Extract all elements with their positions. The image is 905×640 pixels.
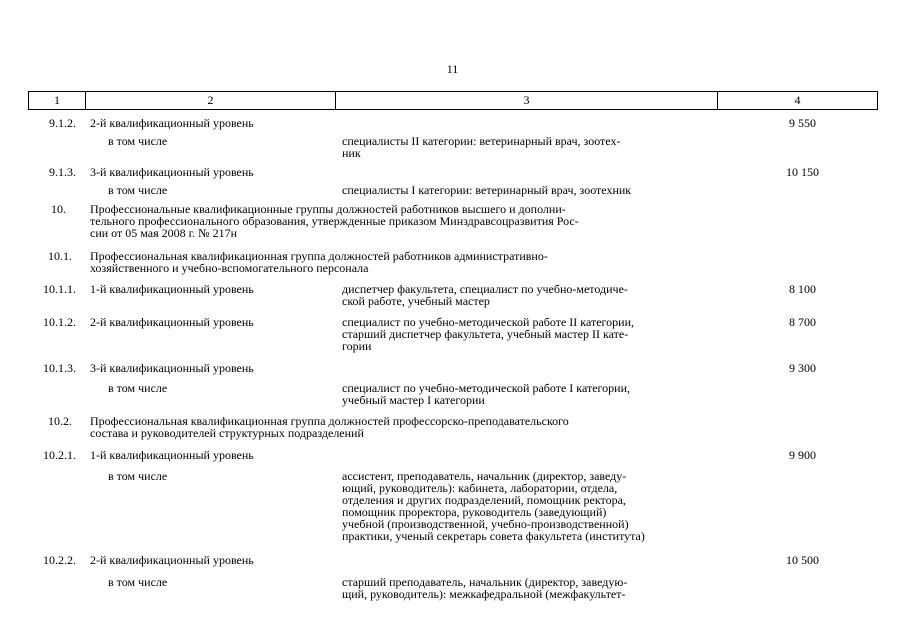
row-level: в том числе	[108, 469, 168, 483]
row-level: 2-й квалификационный уровень	[90, 315, 254, 329]
row-number: 9.1.3.	[49, 165, 76, 179]
row-number: 10.1.3.	[43, 361, 76, 375]
row-salary: 10 500	[786, 553, 819, 567]
row-level: 1-й квалификационный уровень	[90, 282, 254, 296]
row-number: 10.1.1.	[43, 282, 76, 296]
row-number: 10.	[51, 202, 66, 216]
row-number: 10.1.	[48, 249, 72, 263]
row-positions: специалист по учебно-методической работе II категории, старший диспетчер факультета, учебный мастер II кате- гории	[342, 315, 634, 353]
row-level: в том числе	[108, 575, 168, 589]
row-positions: диспетчер факультета, специалист по учебно-методиче- ской работе, учебный мастер	[342, 282, 628, 308]
row-level: 1-й квалификационный уровень	[90, 448, 254, 462]
page-number: 11	[446, 62, 459, 76]
row-positions: специалисты I категории: ветеринарный врач, зоотехник	[342, 183, 632, 197]
row-level: в том числе	[108, 183, 168, 197]
row-level: в том числе	[108, 134, 168, 148]
row-positions: ассистент, преподаватель, начальник (директор, заведу- ющий, руководитель): кабинета, лаборатории, отдела, отделения и других подразделений, помощник ректора, помощник проректора, руководитель (заведующий) учебной (производственной, учебно-производственной) практики, ученый секретарь совета факультета (института)	[342, 469, 645, 543]
row-number: 10.2.2.	[43, 553, 76, 567]
table-header	[28, 91, 878, 110]
row-positions: специалисты II категории: ветеринарный врач, зоотех- ник	[342, 134, 621, 160]
header-col-3: 3	[336, 92, 718, 110]
row-level: 3-й квалификационный уровень	[90, 361, 254, 375]
row-salary: 8 700	[789, 315, 816, 329]
row-salary: 8 100	[789, 282, 816, 296]
row-number: 10.2.1.	[43, 448, 76, 462]
row-salary: 10 150	[786, 165, 819, 179]
row-salary: 9 900	[789, 448, 816, 462]
row-level: 2-й квалификационный уровень	[90, 116, 254, 130]
row-group-title: Профессиональные квалификационные группы должностей работников высшего и дополни- тельного профессионального образования, утвержденные приказом Минздравсоцразвития Рос- сии от 05 мая 2008 г. № 217н	[90, 202, 579, 240]
row-group-title: Профессиональная квалификационная группа должностей работников административно- хозяйственного и учебно-вспомогательного персонала	[90, 249, 548, 275]
row-level: в том числе	[108, 381, 168, 395]
row-level: 3-й квалификационный уровень	[90, 165, 254, 179]
row-positions: специалист по учебно-методической работе I категории, учебный мастер I категории	[342, 381, 630, 407]
row-number: 10.2.	[48, 414, 72, 428]
header-col-4: 4	[718, 92, 878, 110]
header-col-2: 2	[86, 92, 336, 110]
row-positions: старший преподаватель, начальник (директор, заведую- щий, руководитель): межкафедральной (межфакультет-	[342, 575, 628, 601]
row-number: 9.1.2.	[49, 116, 76, 130]
row-salary: 9 300	[789, 361, 816, 375]
row-number: 10.1.2.	[43, 315, 76, 329]
row-level: 2-й квалификационный уровень	[90, 553, 254, 567]
header-col-1: 1	[29, 92, 86, 110]
row-salary: 9 550	[789, 116, 816, 130]
row-group-title: Профессиональная квалификационная группа должностей профессорско-преподавательского состава и руководителей структурных подразделений	[90, 414, 569, 440]
